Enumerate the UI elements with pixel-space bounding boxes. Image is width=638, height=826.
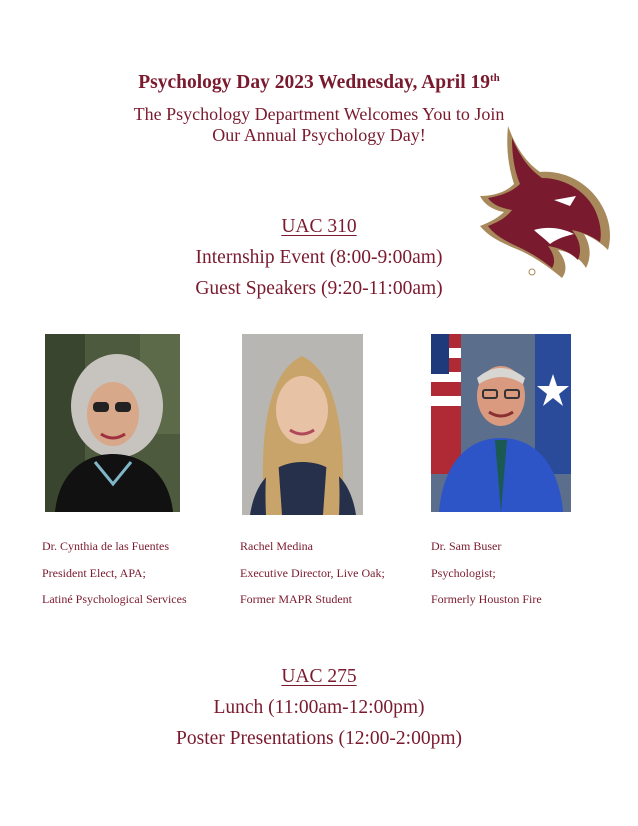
session-uac-310 [0, 211, 638, 304]
speaker-name: Dr. Cynthia de las Fuentes [42, 539, 169, 553]
speaker-role: Psychologist; [431, 565, 496, 580]
speaker-role: Executive Director, Live Oak; [240, 565, 385, 580]
lunch: Lunch (11:00am-12:00pm) [213, 697, 425, 718]
event-title [0, 72, 638, 94]
speaker-photo-cynthia [45, 334, 180, 512]
speaker-photo-rachel [242, 334, 363, 515]
speaker-org: Former MAPR Student [240, 592, 353, 606]
speaker-role: President Elect, APA; [42, 565, 146, 580]
speaker-name: Dr. Sam Buser [431, 539, 502, 553]
event-title-text: Psychology Day 2023 Wednesday, April 19 [138, 72, 490, 93]
speaker-org: Formerly Houston Fire [431, 592, 542, 606]
poster-presentations: Poster Presentations (12:00-2:00pm) [176, 728, 462, 749]
room-uac-275: UAC 275 [281, 666, 357, 687]
speaker-caption-cynthia [42, 533, 187, 613]
guest-speakers: Guest Speakers (9:20-11:00am) [195, 278, 443, 299]
room-uac-310: UAC 310 [281, 216, 357, 237]
speaker-org: Latiné Psychological Services [42, 592, 187, 606]
speaker-caption-sam [431, 533, 542, 613]
welcome-line-2: Our Annual Psychology Day! [212, 125, 426, 145]
event-title-suffix: th [490, 72, 500, 84]
welcome-line-1: The Psychology Department Welcomes You to Join [133, 104, 505, 124]
speaker-caption-rachel [240, 533, 385, 613]
internship-event: Internship Event (8:00-9:00am) [195, 247, 443, 268]
session-uac-275 [0, 661, 638, 754]
speaker-name: Rachel Medina [240, 539, 313, 553]
speaker-photo-sam [431, 334, 571, 512]
